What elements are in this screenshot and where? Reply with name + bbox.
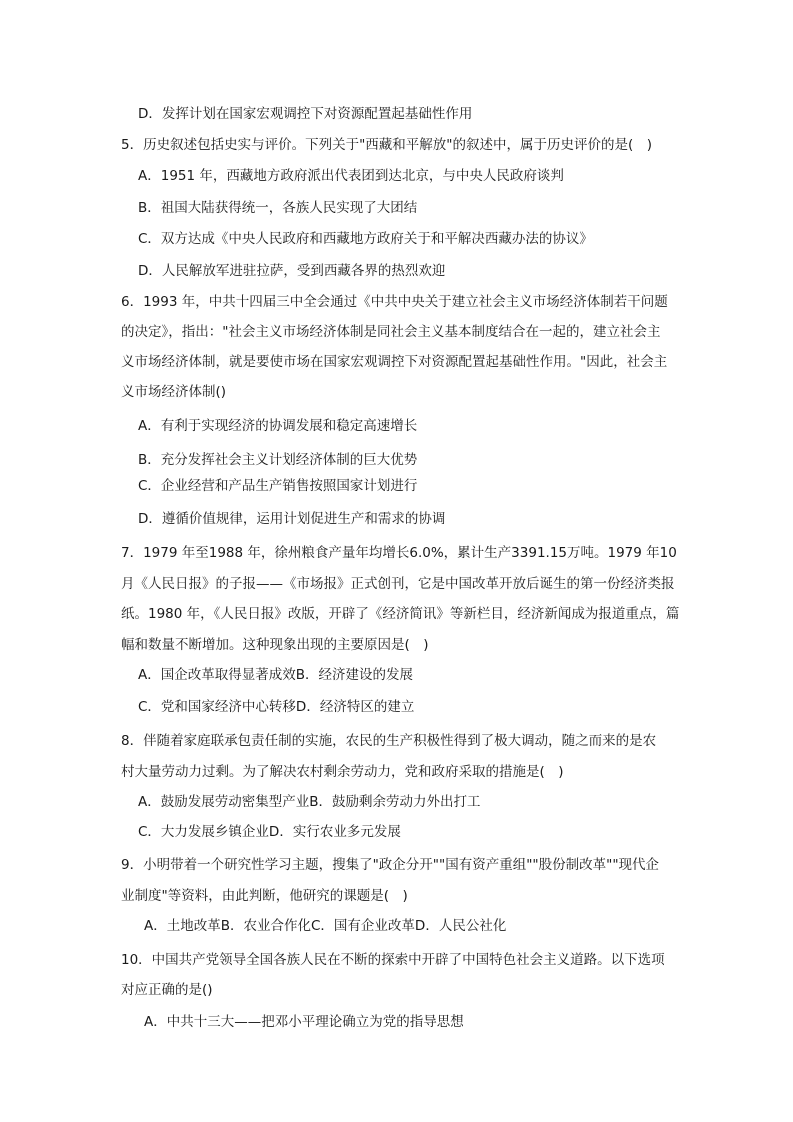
- q9-stem-line-2: 业制度"等资料，由此判断，他研究的课题是( ): [121, 888, 408, 904]
- q9-stem-line-1: 9．小明带着一个研究性学习主题，搜集了"政企分开""国有资产重组""股份制改革""现代企: [121, 857, 660, 873]
- q5-option-a: A．1951 年，西藏地方政府派出代表团到达北京，与中央人民政府谈判: [138, 168, 564, 184]
- q6-option-c: C．企业经营和产品生产销售按照国家计划进行: [138, 478, 418, 494]
- q6-stem-line-3: 义市场经济体制，就是要使市场在国家宏观调控下对资源配置起基础性作用。"因此，社会主: [121, 354, 668, 370]
- q6-stem-line-4: 义市场经济体制(): [121, 384, 227, 400]
- q5-stem-line-1: 5．历史叙述包括史实与评价。下列关于"西藏和平解放"的叙述中，属于历史评价的是( ): [121, 137, 653, 153]
- q7-stem-line-1: 7．1979 年至1988 年，徐州粮食产量年均增长6.0%，累计生产3391.15万吨。1979 年10: [121, 545, 677, 561]
- q6-option-a: A．有利于实现经济的协调发展和稳定高速增长: [138, 418, 418, 434]
- q5-option-d: D．人民解放军进驻拉萨，受到西藏各界的热烈欢迎: [138, 263, 446, 279]
- q9-options: A．土地改革B．农业合作化C．国有企业改革D．人民公社化: [144, 918, 507, 934]
- q4-option-d: D．发挥计划在国家宏观调控下对资源配置起基础性作用: [138, 106, 473, 122]
- q6-option-b: B．充分发挥社会主义计划经济体制的巨大优势: [138, 452, 418, 468]
- q8-stem-line-1: 8．伴随着家庭联承包责任制的实施，农民的生产积极性得到了极大调动，随之而来的是农: [121, 733, 657, 749]
- q7-options-cd: C．党和国家经济中心转移D．经济特区的建立: [138, 699, 415, 715]
- q10-stem-line-2: 对应正确的是(): [121, 982, 213, 998]
- q8-options-ab: A．鼓励发展劳动密集型产业B．鼓励剩余劳动力外出打工: [138, 794, 481, 810]
- q7-options-ab: A．国企改革取得显著成效B．经济建设的发展: [138, 667, 413, 683]
- q8-stem-line-2: 村大量劳动力过剩。为了解决农村剩余劳动力，党和政府采取的措施是( ): [121, 764, 564, 780]
- q7-stem-line-2: 月《人民日报》的子报——《市场报》正式创刊，它是中国改革开放后诞生的第一份经济类报: [121, 576, 675, 592]
- q7-stem-line-3: 纸。1980 年，《人民日报》改版，开辟了《经济简讯》等新栏目，经济新闻成为报道重点，篇: [121, 606, 680, 622]
- q6-stem-line-1: 6．1993 年，中共十四届三中全会通过《中共中央关于建立社会主义市场经济体制若干问题: [121, 294, 668, 310]
- q10-stem-line-1: 10．中国共产党领导全国各族人民在不断的探索中开辟了中国特色社会主义道路。以下选项: [121, 952, 665, 968]
- q10-option-a: A．中共十三大——把邓小平理论确立为党的指导思想: [144, 1014, 464, 1030]
- q5-option-b: B．祖国大陆获得统一，各族人民实现了大团结: [138, 200, 418, 216]
- q8-options-cd: C．大力发展乡镇企业D．实行农业多元发展: [138, 824, 401, 840]
- q6-option-d: D．遵循价值规律，运用计划促进生产和需求的协调: [138, 511, 446, 527]
- q7-stem-line-4: 幅和数量不断增加。这种现象出现的主要原因是( ): [121, 637, 429, 653]
- q5-option-c: C．双方达成《中央人民政府和西藏地方政府关于和平解决西藏办法的协议》: [138, 231, 593, 247]
- q6-stem-line-2: 的决定》，指出："社会主义市场经济体制是同社会主义基本制度结合在一起的，建立社会主: [121, 324, 661, 340]
